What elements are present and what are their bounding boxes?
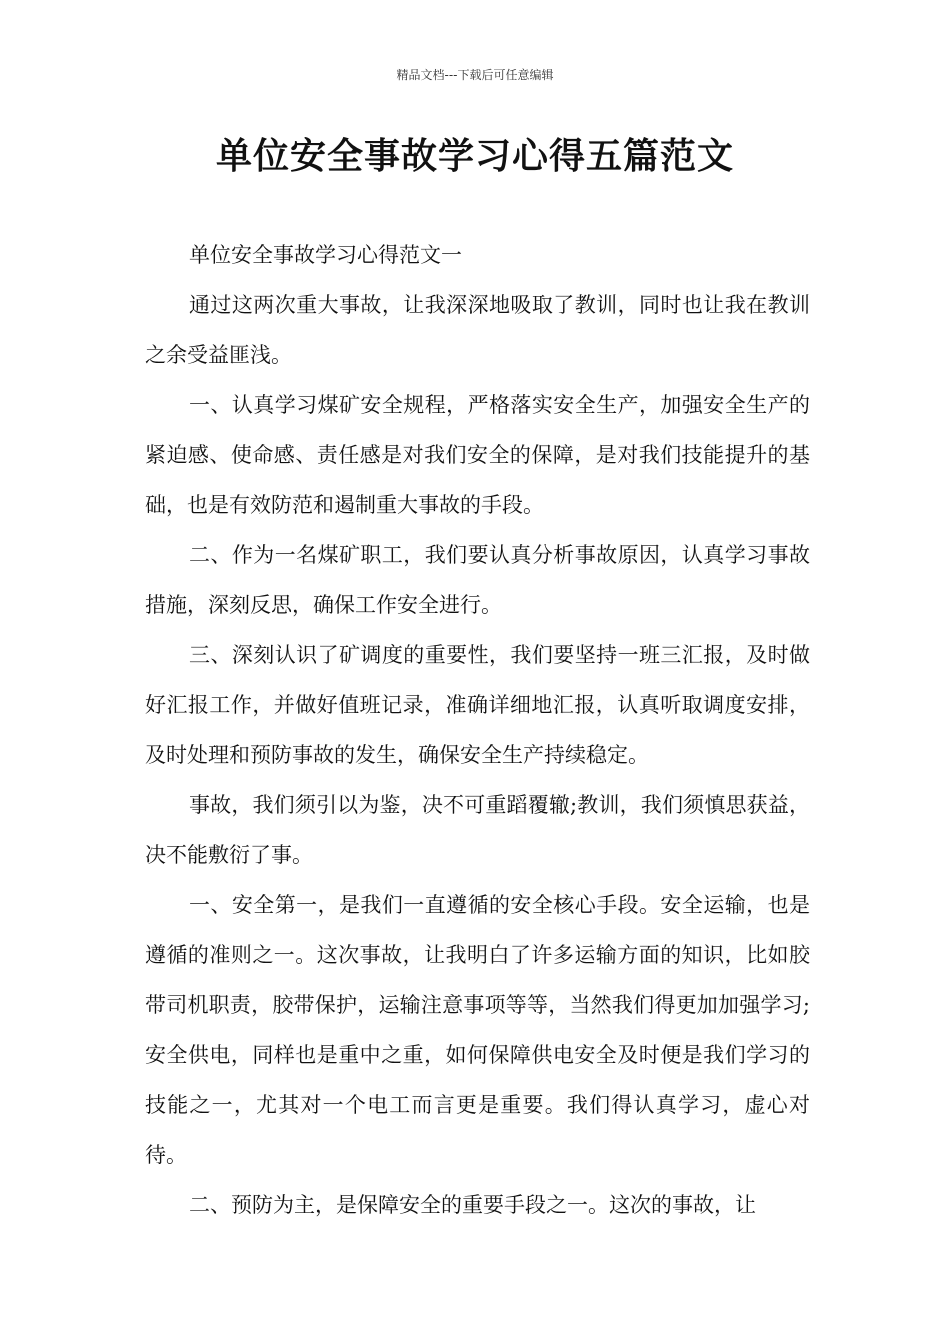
document-title: 单位安全事故学习心得五篇范文 [215, 136, 734, 177]
paragraph: 一、安全第一，是我们一直遵循的安全核心手段。安全运输，也是遵循的准则之一。这次事故，让我明白了许多运输方面的知识，比如胶带司机职责，胶带保护，运输注意事项等等，当然我们得更加加强学习;安全供电，同样也是重中之重，如何保障供电安全及时便是我们学习的技能之一，尤其对一个电工而言更是重要。我们得认真学习，虚心对待。 [145, 893, 810, 1167]
paragraph: 二、预防为主，是保障安全的重要手段之一。这次的事故，让 [189, 1193, 756, 1217]
document-body [145, 230, 810, 1230]
paragraph: 二、作为一名煤矿职工，我们要认真分析事故原因，认真学习事故措施，深刻反思，确保工作安全进行。 [145, 543, 810, 617]
paragraph: 通过这两次重大事故，让我深深地吸取了教训，同时也让我在教训之余受益匪浅。 [145, 293, 810, 367]
header-note: 精品文档---下载后可任意编辑 [396, 68, 554, 82]
paragraph: 单位安全事故学习心得范文一 [189, 243, 462, 267]
paragraph: 一、认真学习煤矿安全规程，严格落实安全生产，加强安全生产的紧迫感、使命感、责任感是对我们安全的保障，是对我们技能提升的基础，也是有效防范和遏制重大事故的手段。 [145, 393, 810, 517]
paragraph: 三、深刻认识了矿调度的重要性，我们要坚持一班三汇报，及时做好汇报工作，并做好值班记录，准确详细地汇报，认真听取调度安排，及时处理和预防事故的发生，确保安全生产持续稳定。 [145, 643, 810, 767]
paragraph: 事故，我们须引以为鉴，决不可重蹈覆辙;教训，我们须慎思获益，决不能敷衍了事。 [145, 793, 810, 867]
